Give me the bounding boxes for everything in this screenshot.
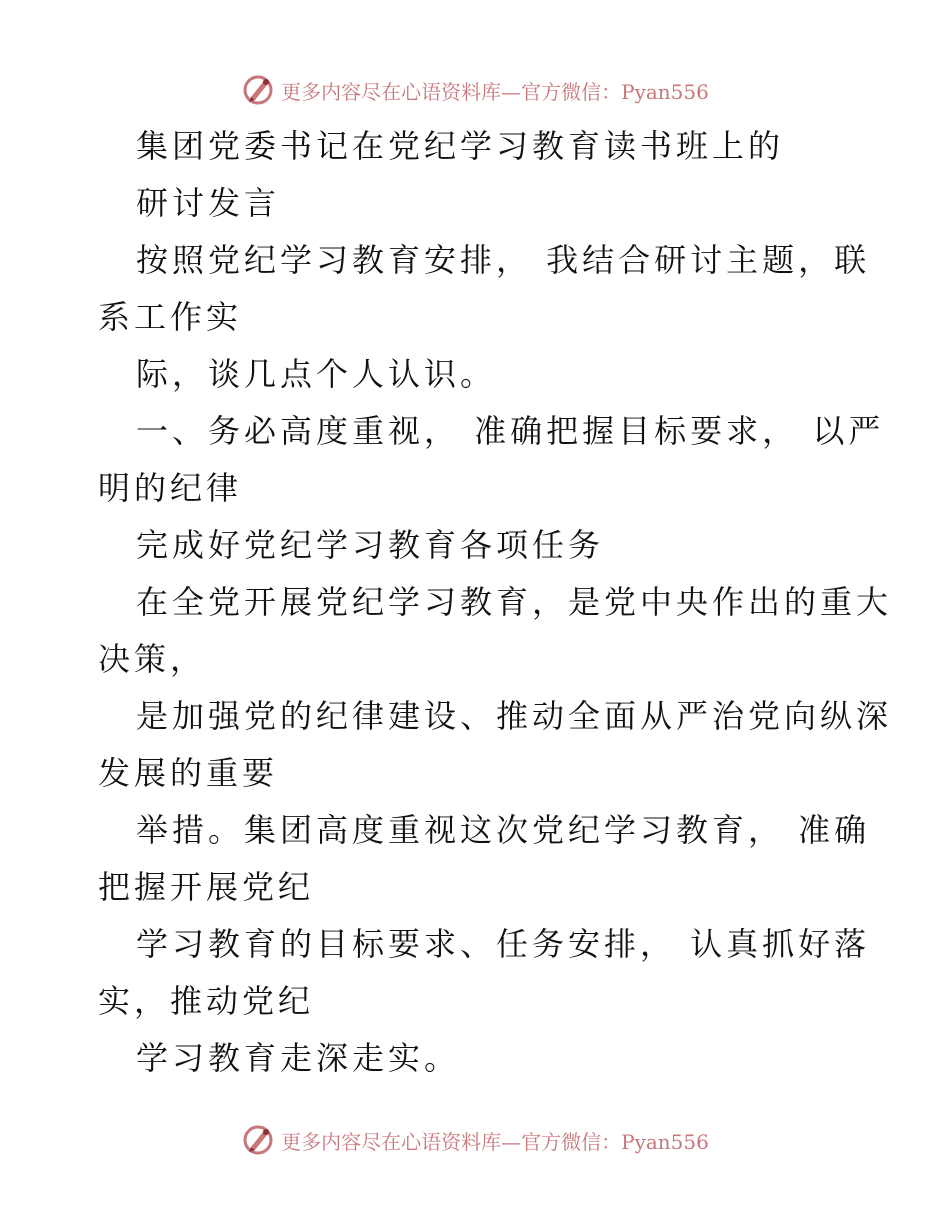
- text-line: 集团党委书记在党纪学习教育读书班上的: [136, 127, 785, 165]
- document-body: [98, 118, 893, 1087]
- text-line: 按照党纪学习教育安排， 我结合研讨主题，联: [136, 241, 871, 279]
- watermark-text: 更多内容尽在心语资料库—官方微信：Pyan556: [281, 79, 709, 104]
- pen-logo-icon: [241, 73, 275, 107]
- text-line: 举措。集团高度重视这次党纪学习教育， 准确: [136, 811, 871, 849]
- text-line: 一、务必高度重视， 准确把握目标要求， 以严: [136, 412, 885, 450]
- text-line: 际，谈几点个人认识。: [136, 355, 497, 393]
- footer-watermark: [0, 1120, 950, 1160]
- text-line: 系工作实: [98, 298, 243, 336]
- text-line: 学习教育的目标要求、任务安排， 认真抓好落: [136, 925, 871, 963]
- text-line: 把握开展党纪: [98, 868, 315, 906]
- text-line: 完成好党纪学习教育各项任务: [136, 526, 605, 564]
- text-line: 在全党开展党纪学习教育，是党中央作出的重大: [136, 583, 893, 621]
- header-watermark: [0, 70, 950, 110]
- text-line: 发展的重要: [98, 754, 279, 792]
- pen-logo-icon: [241, 1123, 275, 1157]
- text-line: 是加强党的纪律建设、推动全面从严治党向纵深: [136, 697, 893, 735]
- watermark-text: 更多内容尽在心语资料库—官方微信：Pyan556: [281, 1129, 709, 1154]
- text-line: 研讨发言: [136, 184, 281, 222]
- text-line: 学习教育走深走实。: [136, 1039, 461, 1077]
- text-line: 实，推动党纪: [98, 982, 315, 1020]
- text-line: 明的纪律: [98, 469, 243, 507]
- text-line: 决策，: [98, 640, 207, 678]
